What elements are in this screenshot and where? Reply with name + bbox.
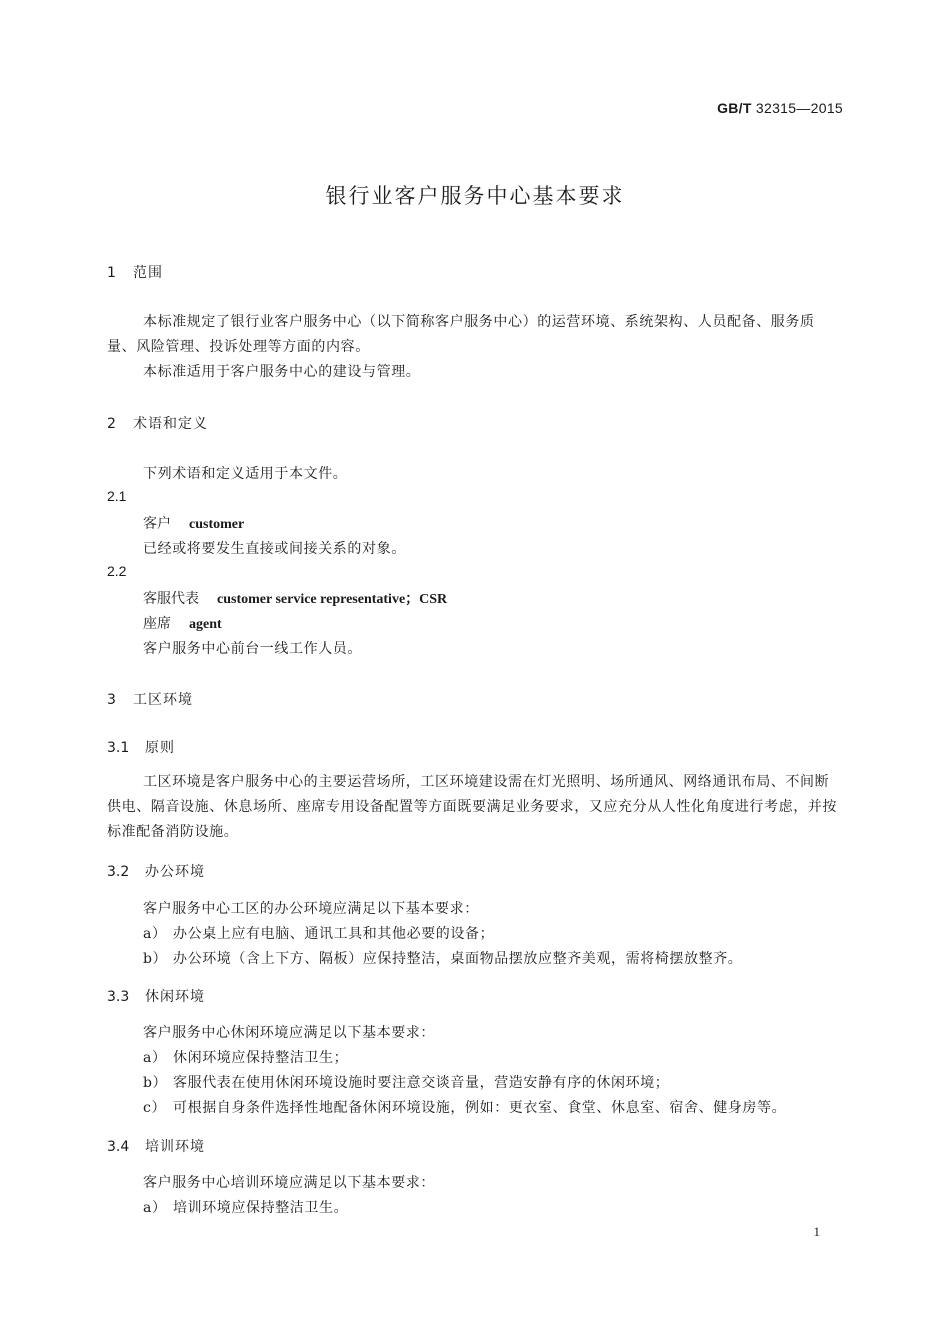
section-title: 工区环境 bbox=[133, 692, 193, 708]
page-number: 1 bbox=[813, 1224, 820, 1239]
list-intro: 客户服务中心休闲环境应满足以下基本要求： bbox=[143, 1025, 435, 1041]
subsection-number: 3.4 bbox=[107, 1139, 130, 1155]
list-item bbox=[143, 1197, 348, 1217]
term-en: agent bbox=[189, 617, 222, 632]
subsection-title: 培训环境 bbox=[145, 1139, 205, 1155]
scope-paragraph: 本标准规定了银行业客户服务中心（以下简称客户服务中心）的运营环境、系统架构、人员配备、服务质量、风险管理、投诉处理等方面的内容。 bbox=[107, 314, 815, 355]
list-item-text: 休闲环境应保持整洁卫生； bbox=[173, 1050, 349, 1066]
list-item bbox=[143, 1097, 786, 1117]
section-title: 范围 bbox=[133, 265, 163, 281]
subsection-heading-3-3 bbox=[107, 986, 205, 1006]
scope-applicability: 本标准适用于客户服务中心的建设与管理。 bbox=[143, 364, 421, 380]
list-item-text: 办公环境（含上下方、隔板）应保持整洁，桌面物品摆放应整齐美观，需将椅摆放整齐。 bbox=[173, 951, 743, 967]
list-item-text: 客服代表在使用休闲环境设施时要注意交谈音量，营造安静有序的休闲环境； bbox=[173, 1075, 670, 1091]
standard-number: 32315—2015 bbox=[755, 100, 843, 116]
section-heading-2 bbox=[107, 413, 208, 433]
list-item bbox=[143, 923, 494, 943]
terms-intro: 下列术语和定义适用于本文件。 bbox=[143, 466, 348, 482]
term-definition: 客户服务中心前台一线工作人员。 bbox=[143, 641, 362, 657]
subsection-number: 3.2 bbox=[107, 864, 130, 880]
section-number: 1 bbox=[107, 265, 116, 281]
term-entry bbox=[143, 513, 244, 533]
subsection-title: 办公环境 bbox=[145, 864, 205, 880]
list-marker: b） bbox=[143, 1075, 168, 1091]
subsection-title: 休闲环境 bbox=[145, 989, 205, 1005]
term-zh: 座席 bbox=[143, 616, 171, 632]
list-item bbox=[143, 948, 742, 968]
list-intro: 客户服务中心工区的办公环境应满足以下基本要求： bbox=[143, 901, 479, 917]
subsection-heading-3-4 bbox=[107, 1136, 205, 1156]
list-item-text: 培训环境应保持整洁卫生。 bbox=[173, 1200, 349, 1216]
section-heading-3 bbox=[107, 689, 193, 709]
principle-paragraph: 工区环境是客户服务中心的主要运营场所，工区环境建设需在灯光照明、场所通风、网络通讯布局、不间断供电、隔音设施、休息场所、座席专用设备配置等方面既要满足业务要求，又应充分从人性化角度进行考虑，并按标准配备消防设施。 bbox=[107, 774, 837, 840]
list-item-text: 办公桌上应有电脑、通讯工具和其他必要的设备； bbox=[173, 926, 495, 942]
list-marker: c） bbox=[143, 1100, 167, 1116]
term-number: 2.2 bbox=[107, 563, 127, 579]
list-intro: 客户服务中心培训环境应满足以下基本要求： bbox=[143, 1175, 435, 1191]
list-marker: a） bbox=[143, 926, 167, 942]
subsection-number: 3.3 bbox=[107, 989, 130, 1005]
list-item-text: 可根据自身条件选择性地配备休闲环境设施，例如：更衣室、食堂、休息室、宿舍、健身房等。 bbox=[173, 1100, 787, 1116]
term-zh: 客服代表 bbox=[143, 591, 199, 607]
term-en: customer service representative；CSR bbox=[217, 592, 448, 607]
term-entry bbox=[143, 588, 447, 608]
term-definition: 已经或将要发生直接或间接关系的对象。 bbox=[143, 541, 406, 557]
term-zh: 客户 bbox=[143, 516, 171, 532]
term-number: 2.1 bbox=[107, 488, 127, 504]
list-marker: b） bbox=[143, 951, 168, 967]
section-heading-1 bbox=[107, 262, 163, 282]
list-item bbox=[143, 1047, 348, 1067]
list-marker: a） bbox=[143, 1050, 167, 1066]
term-en: customer bbox=[189, 517, 245, 532]
term-entry-synonym bbox=[143, 613, 222, 633]
standard-code bbox=[717, 100, 843, 116]
section-title: 术语和定义 bbox=[133, 416, 208, 432]
subsection-title: 原则 bbox=[145, 740, 175, 756]
subsection-heading-3-2 bbox=[107, 861, 205, 881]
document-title: 银行业客户服务中心基本要求 bbox=[325, 184, 625, 208]
section-number: 3 bbox=[107, 692, 116, 708]
subsection-number: 3.1 bbox=[107, 740, 130, 756]
section-number: 2 bbox=[107, 416, 116, 432]
standard-prefix: GB/T bbox=[717, 100, 752, 116]
subsection-heading-3-1 bbox=[107, 737, 175, 757]
list-marker: a） bbox=[143, 1200, 167, 1216]
list-item bbox=[143, 1072, 669, 1092]
